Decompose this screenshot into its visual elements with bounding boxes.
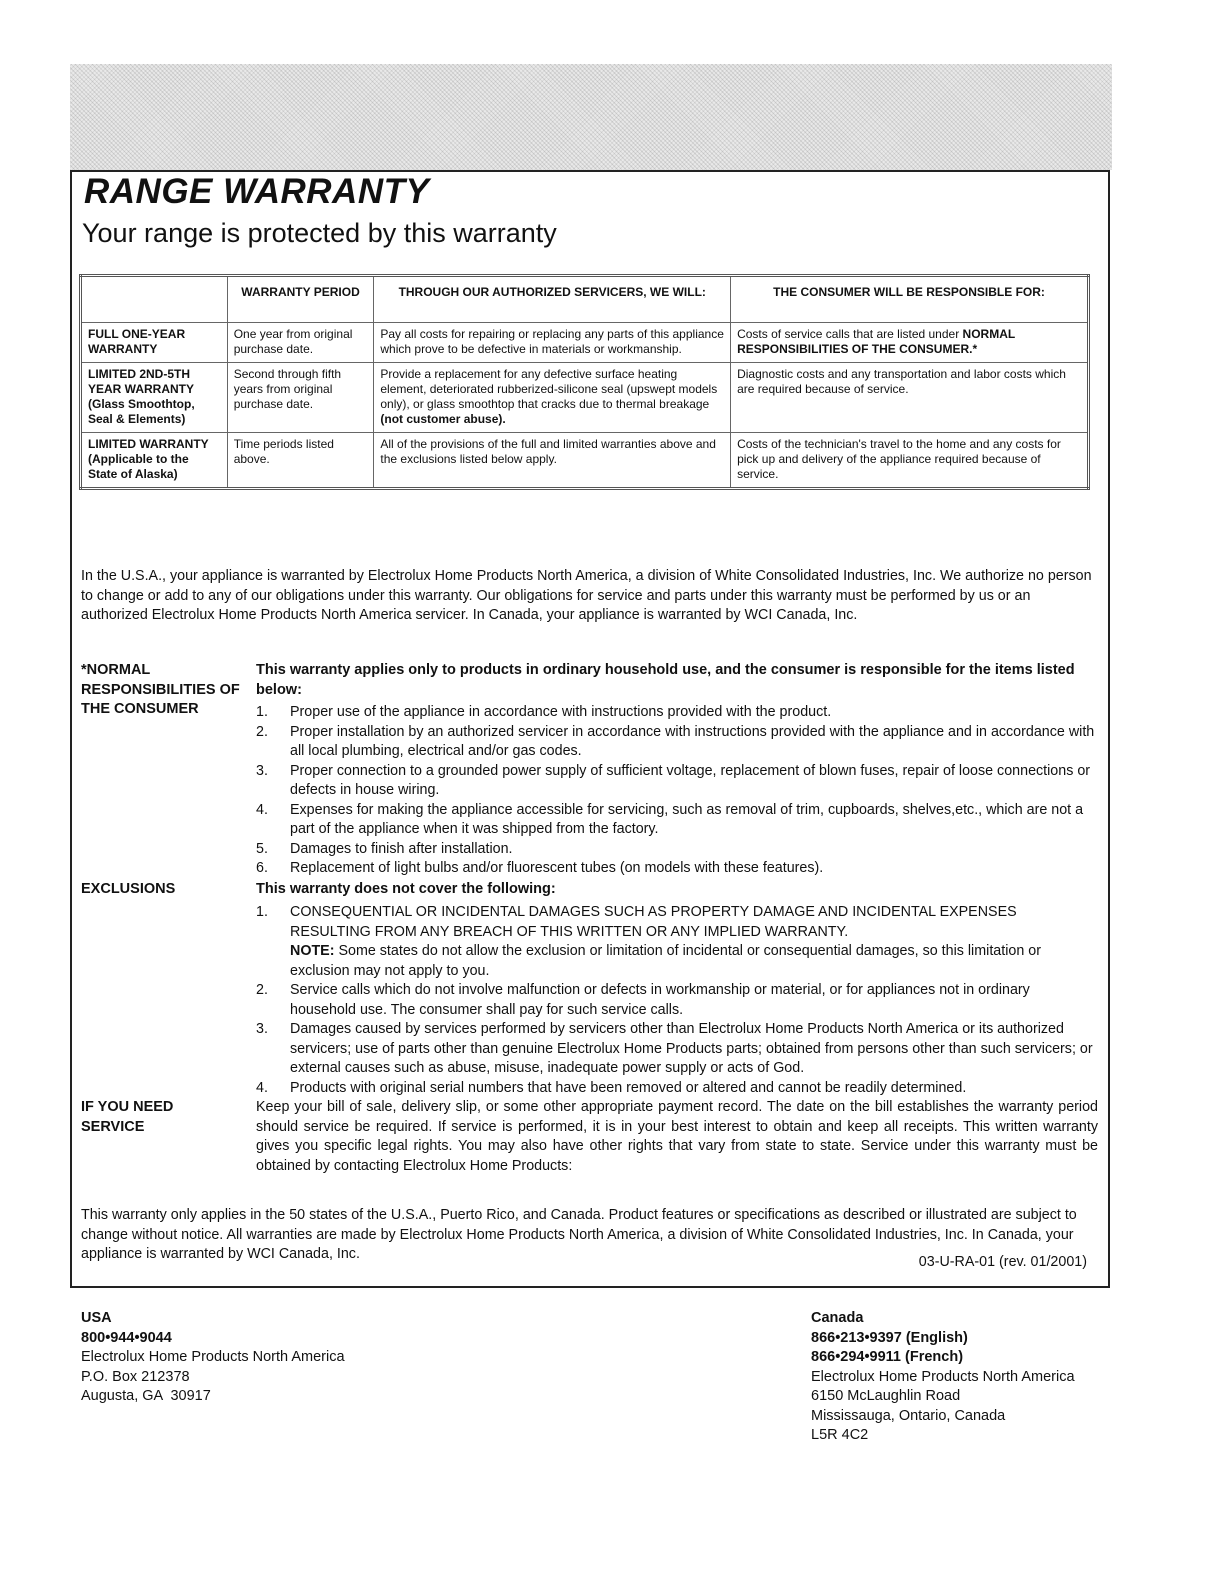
canada-address-line: L5R 4C2 (811, 1427, 869, 1443)
table-header-cell: THROUGH OUR AUTHORIZED SERVICERS, WE WILL: (374, 276, 731, 323)
list-item: 1. Proper use of the appliance in accordance with instructions provided with the product. (256, 704, 832, 720)
exclusions-list (256, 903, 1098, 1098)
we-will-cell (374, 363, 731, 433)
usa-company: Electrolux Home Products North America (81, 1349, 345, 1365)
list-item: 1. CONSEQUENTIAL OR INCIDENTAL DAMAGES SUCH AS PROPERTY DAMAGE AND INCIDENTAL EXPENSES RESULTING FROM ANY BREACH OF THIS WRITTEN OR ANY IMPLIED WARRANTY. NOTE: Some states do not allow the exclusion or limitation of incidental or consequential damages, so this limitation or exclusion may not apply to you. (256, 904, 1041, 979)
service-label: IF YOU NEED SERVICE (81, 1099, 174, 1135)
page-title: RANGE WARRANTY (84, 172, 430, 211)
table-header-row (81, 276, 1089, 323)
list-item-text: Proper use of the appliance in accordance with instructions provided with the product. (290, 704, 832, 720)
page-subtitle: Your range is protected by this warranty (82, 218, 557, 248)
list-item-text: CONSEQUENTIAL OR INCIDENTAL DAMAGES SUCH AS PROPERTY DAMAGE AND INCIDENTAL EXPENSES RESULTING FROM ANY BREACH OF THIS WRITTEN OR ANY IMPLIED WARRANTY. (290, 904, 1017, 940)
document-code: 03-U-RA-01 (rev. 01/2001) (918, 1254, 1087, 1270)
service-text: Keep your bill of sale, delivery slip, or some other appropriate payment record. The date on the bill establishes the warranty period should service be required. If service is performed, it is in your best interest to obtain and keep all receipts. This written warranty gives you specific legal rights. You may also have other rights that vary from state to state. Service under this warranty must be obtained by contacting Electrolux Home Products: (256, 1099, 1098, 1174)
canada-contact-block (811, 1309, 1075, 1446)
table-header-cell: WARRANTY PERIOD (227, 276, 374, 323)
list-item: 2. Service calls which do not involve malfunction or defects in workmanship or material, or for appliances not in ordinary household use. The consumer shall pay for such service calls. (256, 982, 1030, 1018)
we-will-bold-text: (not customer abuse). (380, 412, 506, 426)
period-cell: Second through fifth years from original purchase date. (227, 363, 374, 433)
period-cell: One year from original purchase date. (227, 323, 374, 363)
consumer-bold-text: NORMAL RESPONSIBILITIES OF THE CONSUMER.* (737, 327, 1015, 356)
list-item-text: Expenses for making the appliance accessible for servicing, such as removal of trim, cupboards, shelves,etc., which are not a part of the appliance when it was shipped from the factory. (290, 801, 1084, 837)
list-item: 3. Proper connection to a grounded power supply of sufficient voltage, replacement of blown fuses, repair of loose connections or defects in house wiring. (256, 762, 1091, 798)
consumer-cell (731, 323, 1089, 363)
warranty-table (79, 274, 1090, 490)
canada-phone-french: 866•294•9911 (French) (811, 1349, 964, 1365)
table-header-cell: THE CONSUMER WILL BE RESPONSIBLE FOR: (731, 276, 1089, 323)
we-will-text: Provide a replacement for any defective surface heating element, deteriorated rubberized-silicone seal (upswept models only), or glass smoothtop that cracks due to thermal breakage (380, 367, 718, 411)
period-cell: Time periods listed above. (227, 433, 374, 489)
table-row (81, 363, 1089, 433)
list-item-text: Service calls which do not involve malfunction or defects in workmanship or material, or for appliances not in ordinary household use. The consumer shall pay for such service calls. (290, 982, 1030, 1018)
usa-country: USA (81, 1310, 112, 1326)
exclusions-lead: This warranty does not cover the following: (256, 881, 556, 897)
canada-country: Canada (811, 1310, 864, 1326)
usa-phone: 800•944•9044 (81, 1329, 172, 1346)
usa-address-line: Augusta, GA 30917 (81, 1388, 211, 1404)
list-item: 2. Proper installation by an authorized servicer in accordance with instructions provided with the appliance and in accordance with all local plumbing, electrical and/or gas codes. (256, 723, 1095, 759)
canada-address-line: 6150 McLaughlin Road (811, 1388, 961, 1404)
list-item-text: Products with original serial numbers that have been removed or altered and cannot be readily determined. (290, 1079, 967, 1096)
usa-contact-block (81, 1309, 345, 1407)
list-item-text: Damages to finish after installation. (290, 840, 513, 857)
note-text: Some states do not allow the exclusion or limitation of incidental or consequential damages, so this limitation or exclusion may not apply to you. (290, 943, 1041, 979)
list-item-text: Proper connection to a grounded power supply of sufficient voltage, replacement of blown fuses, repair of loose connections or defects in house wiring. (290, 762, 1091, 798)
list-item: 6. Replacement of light bulbs and/or fluorescent tubes (on models with these features). (256, 860, 824, 876)
list-item: 4. Expenses for making the appliance accessible for servicing, such as removal of trim, cupboards, shelves,etc., which are not a part of the appliance when it was shipped from the factory. (256, 801, 1084, 837)
consumer-cell: Costs of the technician's travel to the home and any costs for pick up and delivery of the appliance required because of service. (731, 433, 1089, 489)
table-row (81, 323, 1089, 363)
consumer-cell: Diagnostic costs and any transportation and labor costs which are required because of service. (731, 363, 1089, 433)
list-item: 3. Damages caused by services performed by servicers other than Electrolux Home Products North America or its authorized servicers; use of parts other than genuine Electrolux Home Products parts; obtained from persons other than such servicers; or external causes such as abuse, misuse, inadequate power supply or acts of God. (256, 1021, 1093, 1076)
exclusions-label: EXCLUSIONS (81, 881, 176, 897)
row-label: LIMITED 2ND-5TH YEAR WARRANTY (Glass Smoothtop, Seal & Elements) (81, 363, 228, 433)
intro-paragraph: In the U.S.A., your appliance is warranted by Electrolux Home Products North America, a division of White Consolidated Industries, Inc. We authorize no person to change or add to any of our obligations under this warranty. Our obligations for service and parts under this warranty must be performed by us or an authorized Electrolux Home Products North America servicer. In Canada, your appliance is warranted by WCI Canada, Inc. (81, 568, 1092, 623)
footer-paragraph: This warranty only applies in the 50 states of the U.S.A., Puerto Rico, and Canada. Product features or specifications as described or illustrated are subject to change without notice. All warranties are made by Electrolux Home Products North America, a division of White Consolidated Industries, Inc. In Canada, your appliance is warranted by WCI Canada, Inc. (81, 1207, 1077, 1262)
normal-responsibilities-lead: This warranty applies only to products in ordinary household use, and the consumer is responsible for the items listed below: (256, 662, 1075, 698)
normal-responsibilities-label: *NORMAL RESPONSIBILITIES OF THE CONSUMER (81, 662, 240, 717)
note-label: NOTE: (290, 943, 335, 959)
header-texture-band (70, 64, 1112, 170)
usa-address-line: P.O. Box 212378 (81, 1368, 190, 1385)
normal-responsibilities-list (256, 703, 1098, 879)
we-will-cell: Pay all costs for repairing or replacing any parts of this appliance which prove to be defective in materials or workmanship. (374, 323, 731, 363)
row-label: LIMITED WARRANTY (Applicable to the State of Alaska) (81, 433, 228, 489)
row-label: FULL ONE-YEAR WARRANTY (81, 323, 228, 363)
canada-phone-english: 866•213•9397 (English) (811, 1329, 968, 1346)
list-item-text: Proper installation by an authorized servicer in accordance with instructions provided with the appliance and in accordance with all local plumbing, electrical and/or gas codes. (290, 723, 1095, 759)
list-item-text: Damages caused by services performed by servicers other than Electrolux Home Products North America or its authorized servicers; use of parts other than genuine Electrolux Home Products parts; obtained from persons other than such servicers; or external causes such as abuse, misuse, inadequate power supply or acts of God. (290, 1021, 1093, 1076)
list-item: 4. Products with original serial numbers that have been removed or altered and cannot be readily determined. (256, 1079, 967, 1096)
consumer-text: Costs of service calls that are listed under (737, 327, 963, 341)
table-header-cell (81, 276, 228, 323)
canada-company: Electrolux Home Products North America (811, 1368, 1075, 1385)
canada-address-line: Mississauga, Ontario, Canada (811, 1407, 1006, 1424)
table-row (81, 433, 1089, 489)
list-item: 5. Damages to finish after installation. (256, 840, 513, 857)
list-item-text: Replacement of light bulbs and/or fluorescent tubes (on models with these features). (290, 860, 824, 876)
we-will-cell: All of the provisions of the full and limited warranties above and the exclusions listed below apply. (374, 433, 731, 489)
